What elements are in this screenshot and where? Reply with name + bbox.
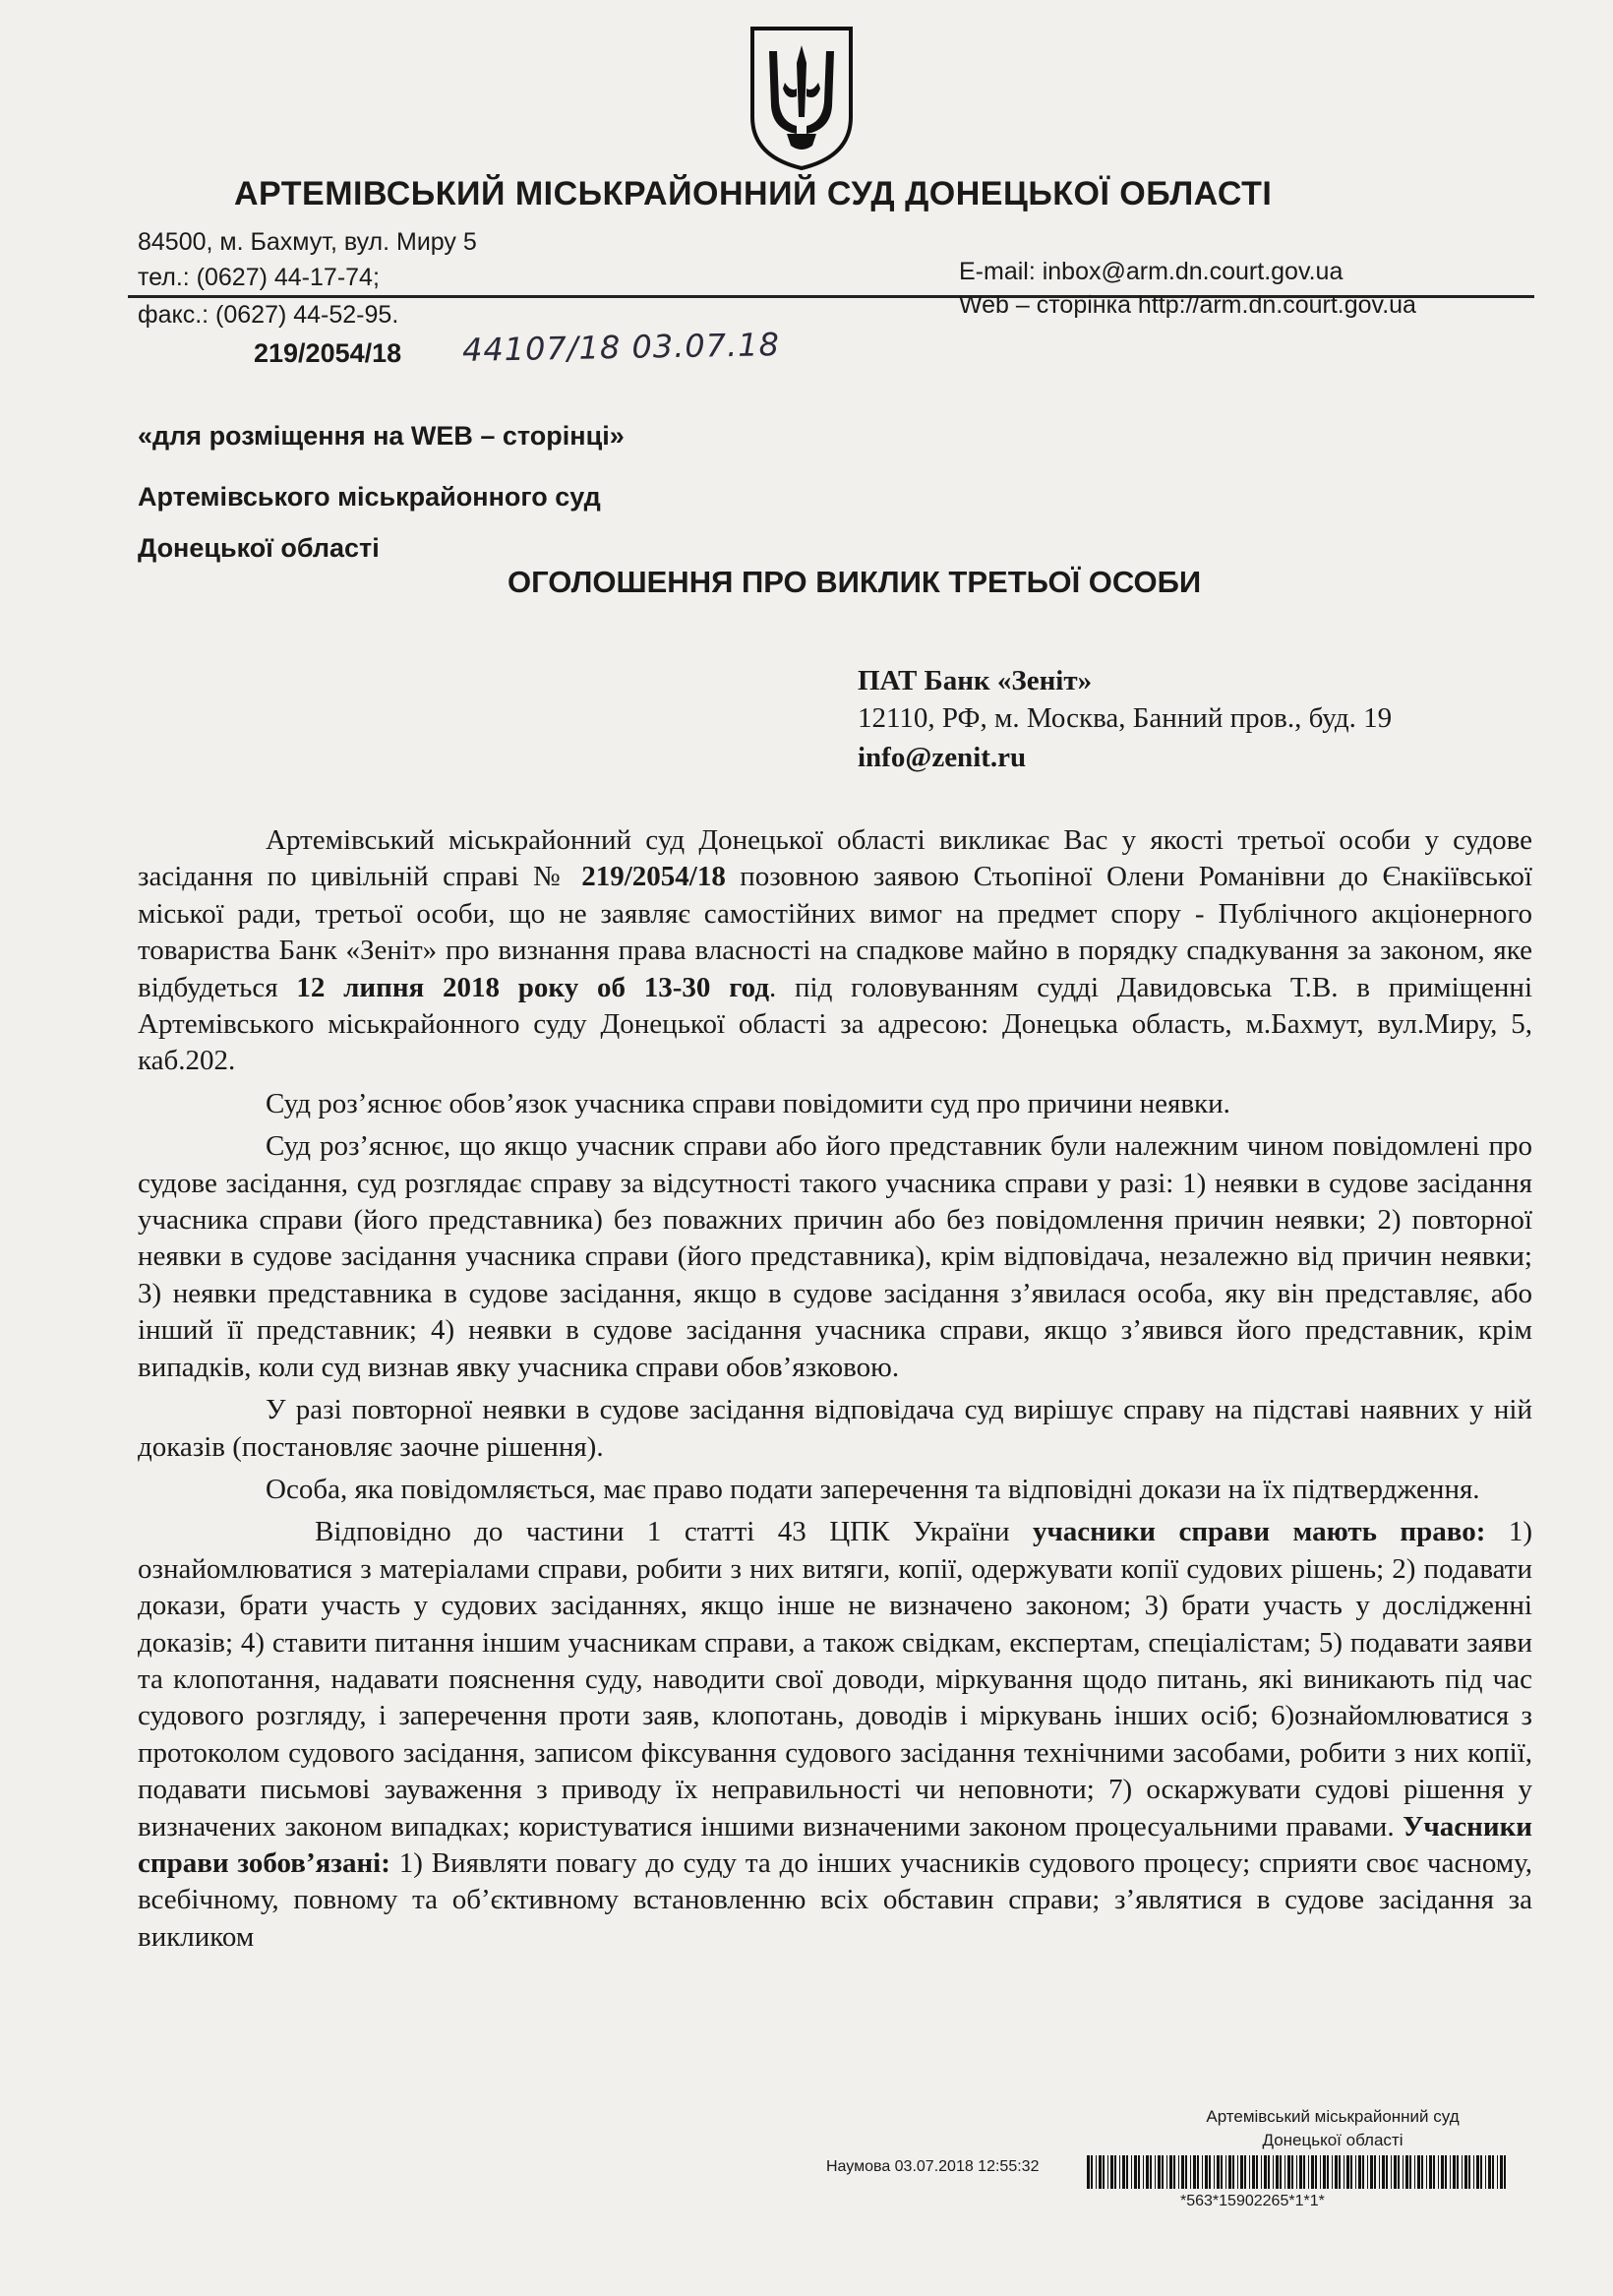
barcode-bar	[1214, 2155, 1215, 2189]
barcode-bar	[1433, 2155, 1435, 2189]
barcode-bar	[1497, 2155, 1498, 2189]
barcode-bar	[1308, 2155, 1309, 2189]
paragraph-objection-right: Особа, яка повідомляється, має право подати заперечення та відповідні докази на їх підтвердження.	[266, 1473, 1480, 1505]
barcode-bar	[1462, 2155, 1463, 2189]
barcode-bar	[1355, 2155, 1356, 2189]
barcode-bar	[1150, 2155, 1152, 2189]
barcode-bar	[1367, 2155, 1368, 2189]
barcode-bar	[1232, 2155, 1234, 2189]
barcode-bar	[1193, 2155, 1196, 2189]
barcode-bar	[1284, 2155, 1285, 2189]
barcode-bar	[1091, 2155, 1093, 2189]
barcode-bar	[1504, 2155, 1506, 2189]
barcode-bar	[1320, 2155, 1321, 2189]
court-block-line-1: Артемівського міськрайонного суд	[138, 482, 601, 512]
barcode-bar	[1299, 2155, 1302, 2189]
barcode-bar	[1205, 2155, 1208, 2189]
barcode-bar	[1291, 2155, 1293, 2189]
barcode-bar	[1488, 2155, 1491, 2189]
barcode-bar	[1181, 2155, 1184, 2189]
barcode-bar	[1417, 2155, 1420, 2189]
barcode-bar	[1421, 2155, 1423, 2189]
barcode-bar	[1268, 2155, 1270, 2189]
barcode-bar	[1441, 2155, 1444, 2189]
barcode-bar	[1138, 2155, 1140, 2189]
court-fax: факс.: (0627) 44-52-95.	[138, 301, 399, 329]
barcode-bar	[1438, 2155, 1439, 2189]
barcode-bar	[1362, 2155, 1364, 2189]
rights-heading: учасники справи мають право:	[1032, 1516, 1486, 1548]
registrar-timestamp: Наумова 03.07.2018 12:55:32	[826, 2158, 1040, 2175]
barcode-bar	[1119, 2155, 1120, 2189]
barcode-bar	[1169, 2155, 1172, 2189]
barcode-bar	[1315, 2155, 1317, 2189]
barcode-bar	[1453, 2155, 1456, 2189]
barcode-bar	[1107, 2155, 1108, 2189]
barcode-bar	[1358, 2155, 1361, 2189]
barcode-bar	[1273, 2155, 1274, 2189]
barcode-bar	[1480, 2155, 1482, 2189]
barcode-bar	[1131, 2155, 1132, 2189]
barcode-bar	[1391, 2155, 1392, 2189]
barcode-bar	[1386, 2155, 1388, 2189]
barcode-bar	[1103, 2155, 1105, 2189]
barcode-bar	[1414, 2155, 1415, 2189]
barcode-bar	[1476, 2155, 1479, 2189]
barcode-bar	[1379, 2155, 1380, 2189]
barcode	[1087, 2155, 1510, 2189]
barcode-bar	[1339, 2155, 1341, 2189]
barcode-bar	[1134, 2155, 1137, 2189]
recipient-address: 12110, РФ, м. Москва, Банний пров., буд. 19	[858, 702, 1393, 734]
barcode-bar	[1225, 2155, 1226, 2189]
barcode-bar	[1249, 2155, 1250, 2189]
barcode-bar	[1500, 2155, 1503, 2189]
court-email: E-mail: inbox@arm.dn.court.gov.ua	[959, 258, 1344, 285]
barcode-bar	[1492, 2155, 1494, 2189]
barcode-bar	[1228, 2155, 1231, 2189]
paragraph-summons: Артемівський міськрайонний суд Донецької області викликає Вас у якості третьої особи у судове засідання по цивільній справі № 219/2054/18 позовною заявою Стьопіної Олени Романівни до Єнакіївської міської ради, третьої особи, що не заявляє самостійних вимог на предмет спору - Публічного акціонерного товариства Банк «Зеніт» про визнання права власності на спадкове майно в порядку спадкування за законом, яке відбудеться 12 липня 2018 року об 13-30 год. під головуванням судді Давидовська Т.В. в приміщенні Артемівського міськрайонного суду Донецької області за адресою: Донецька область, м.Бахмут, вул.Миру, 5, каб.202.	[138, 824, 1533, 1077]
barcode-bar	[1473, 2155, 1474, 2189]
barcode-bar	[1110, 2155, 1113, 2189]
barcode-bar	[1240, 2155, 1243, 2189]
barcode-bar	[1146, 2155, 1149, 2189]
barcode-bar	[1096, 2155, 1097, 2189]
barcode-bar	[1280, 2155, 1282, 2189]
barcode-bar	[1335, 2155, 1338, 2189]
document-title: ОГОЛОШЕННЯ ПРО ВИКЛИК ТРЕТЬОЇ ОСОБИ	[508, 565, 1202, 599]
barcode-bar	[1303, 2155, 1305, 2189]
paragraph-absence-consequences: Суд роз’яснює, що якщо учасник справи або його представник були належним чином повідомлені про судове засідання, суд розглядає справу за відсутності такого учасника справи у разі: 1) неявки в судове засідання учасника справи (його представника) без поважних причин або без повідомлення причин неявки; 2) повторної неявки в судове засідання учасника справи (його представника), крім відповідача, незалежно від причин неявки; 3) неявки представника в судове засідання, якщо в судове засідання з’явилася особа, яку він представляє, або інший її представник; 4) неявки в судове засідання учасника справи, якщо з’явився його представник, крім випадків, коли суд визнав явку учасника справи обов’язковою.	[138, 1130, 1532, 1383]
barcode-bar	[1122, 2155, 1125, 2189]
barcode-bar	[1287, 2155, 1290, 2189]
barcode-bar	[1252, 2155, 1255, 2189]
barcode-bar	[1409, 2155, 1411, 2189]
barcode-bar	[1370, 2155, 1373, 2189]
barcode-bar	[1405, 2155, 1408, 2189]
barcode-bar	[1457, 2155, 1459, 2189]
notice-body	[138, 822, 1532, 1956]
barcode-bar	[1468, 2155, 1470, 2189]
court-phone: тел.: (0627) 44-17-74;	[138, 264, 380, 291]
case-number: 219/2054/18	[254, 338, 402, 368]
court-block-line-2: Донецької області	[138, 533, 380, 563]
coat-of-arms-trident-icon	[747, 24, 856, 171]
barcode-bar	[1114, 2155, 1116, 2189]
barcode-bar	[1209, 2155, 1211, 2189]
barcode-bar	[1126, 2155, 1128, 2189]
barcode-bar	[1346, 2155, 1349, 2189]
case-number-inline: 219/2054/18	[581, 861, 726, 893]
barcode-bar	[1332, 2155, 1333, 2189]
court-website: Web – сторінка http://arm.dn.court.gov.ua	[959, 291, 1416, 319]
barcode-bar	[1450, 2155, 1451, 2189]
recipient-email: info@zenit.ru	[858, 742, 1027, 773]
recipient-name: ПАТ Банк «Зеніт»	[858, 665, 1093, 696]
barcode-bar	[1261, 2155, 1262, 2189]
barcode-bar	[1221, 2155, 1223, 2189]
barcode-bar	[1190, 2155, 1191, 2189]
paragraph-repeated-absence: У разі повторної неявки в судове засідання відповідача суд вирішує справу на підставі наявних у ній доказів (постановляє заочне рішення).	[138, 1394, 1532, 1463]
court-address: 84500, м. Бахмут, вул. Миру 5	[138, 228, 477, 256]
barcode-bar	[1429, 2155, 1432, 2189]
web-placement-note: «для розміщення на WEB – сторінці»	[138, 421, 625, 451]
barcode-bar	[1264, 2155, 1267, 2189]
barcode-bar	[1485, 2155, 1486, 2189]
court-stamp: Артемівський міськрайонний суд Донецької області	[1206, 2107, 1460, 2149]
barcode-bar	[1382, 2155, 1385, 2189]
hearing-datetime: 12 липня 2018 року об 13-30 год	[296, 971, 769, 1003]
barcode-bar	[1162, 2155, 1164, 2189]
barcode-bar	[1374, 2155, 1376, 2189]
barcode-bar	[1158, 2155, 1161, 2189]
barcode-bar	[1394, 2155, 1397, 2189]
barcode-bar	[1244, 2155, 1246, 2189]
court-title: АРТЕМІВСЬКИЙ МІСЬКРАЙОННИЙ СУД ДОНЕЦЬКОЇ ОБЛАСТІ	[234, 175, 1273, 212]
barcode-bar	[1217, 2155, 1220, 2189]
barcode-bar	[1185, 2155, 1187, 2189]
barcode-bar	[1311, 2155, 1314, 2189]
barcode-bar	[1099, 2155, 1102, 2189]
duties-heading: Учасники справи зобов’язані:	[138, 1810, 1532, 1879]
barcode-bar	[1403, 2155, 1404, 2189]
barcode-bar	[1323, 2155, 1326, 2189]
barcode-bar	[1350, 2155, 1352, 2189]
barcode-bar	[1202, 2155, 1203, 2189]
barcode-bar	[1327, 2155, 1329, 2189]
barcode-bar	[1197, 2155, 1199, 2189]
barcode-bar	[1276, 2155, 1279, 2189]
barcode-bar	[1237, 2155, 1238, 2189]
handwritten-registration: 44107/18 03.07.18	[461, 326, 781, 369]
barcode-bar	[1256, 2155, 1258, 2189]
barcode-bar	[1087, 2155, 1090, 2189]
paragraph-absence-duty: Суд роз’яснює обов’язок учасника справи повідомити суд про причини неявки.	[266, 1087, 1230, 1119]
barcode-bar	[1398, 2155, 1400, 2189]
barcode-bar	[1173, 2155, 1175, 2189]
barcode-bar	[1296, 2155, 1297, 2189]
barcode-bar	[1445, 2155, 1447, 2189]
barcode-number: *563*15902265*1*1*	[1180, 2193, 1325, 2209]
barcode-bar	[1426, 2155, 1427, 2189]
barcode-bar	[1178, 2155, 1179, 2189]
barcode-bar	[1166, 2155, 1167, 2189]
barcode-bar	[1143, 2155, 1144, 2189]
barcode-bar	[1464, 2155, 1467, 2189]
barcode-bar	[1155, 2155, 1156, 2189]
paragraph-rights-duties: Відповідно до частини 1 статті 43 ЦПК України учасники справи мають право: 1) ознайомлюватися з матеріалами справи, робити з них витяги, копії, одержувати копії судових рішень; 2) подавати докази, брати участь у судових засіданнях, якщо інше не визначено законом; 3) брати участь у дослідженні доказів; 4) ставити питання іншим учасникам справи, а також свідкам, експертам, спеціалістам; 5) подавати заяви та клопотання, надавати пояснення суду, наводити свої доводи, міркування щодо питань, які виникають під час судового розгляду, і заперечення проти заяв, клопотань, доводів і міркувань інших осіб; 6)ознайомлюватися з протоколом судового засідання, записом фіксування судового засідання технічними засобами, робити з них копії, подавати письмові зауваження з приводу їх неправильності чи неповноти; 7) оскаржувати судові рішення у визначених законом випадках; користуватися іншими визначеними законом процесуальними правами. Учасники справи зобов’язані: 1) Виявляти повагу до суду та до інших учасників судового процесу; сприяти своє часному, всебічному, повному та об’єктивному встановленню всіх обставин справи; з’являтися в судове засідання за викликом	[138, 1516, 1533, 1953]
